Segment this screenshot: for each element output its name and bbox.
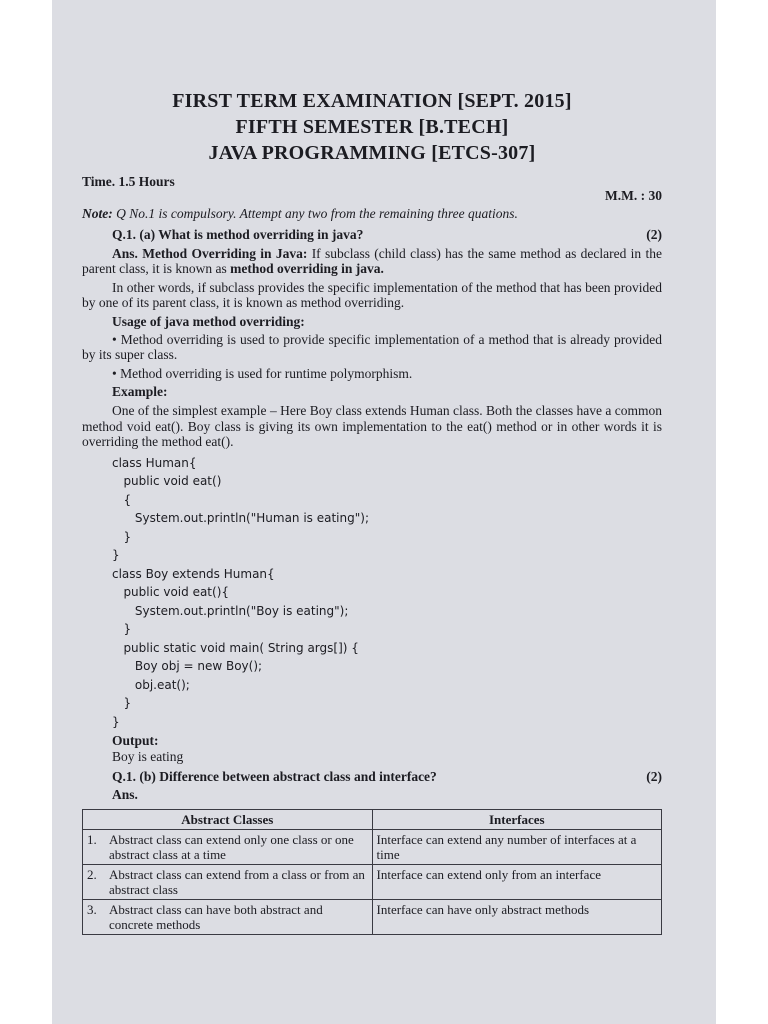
output-heading: Output: (112, 733, 159, 748)
bullet-1-text: Method overriding is used to provide specific implementation of a method that is already provided by its super class. (82, 331, 662, 362)
example-text: One of the simplest example – Here Boy class extends Human class. Both the classes have a common method void eat(). Boy class is giving its own implementation to the eat() method or in other words it is overriding the method eat(). (82, 403, 662, 449)
answer-bold: method overriding in java. (230, 261, 384, 276)
table-cell: Interface can have only abstract methods (372, 900, 662, 935)
answer-label: Ans. Method Overriding in Java: (112, 245, 308, 261)
table-row (83, 865, 662, 900)
bullet-1: • Method overriding is used to provide specific implementation of a method that is already provided by its super class. (82, 331, 662, 362)
answer-text: If subclass (child class) has the same method as declared in the parent class, it is known as (82, 245, 662, 276)
usage-heading: Usage of java method overriding: (112, 313, 305, 329)
document-page (52, 0, 716, 1024)
answer-1a (82, 246, 662, 277)
code-block: class Human{ public void eat() { System.out.println("Human is eating"); } } class Boy extends Human{ public void eat(){ System.out.println("Boy is eating"); } public static void main( String args[]) { Boy obj = new Boy(); obj.eat(); } } (112, 455, 369, 729)
table-cell (83, 830, 373, 865)
note-label: Note: (82, 206, 113, 221)
table-row (83, 900, 662, 935)
semester-title: FIFTH SEMESTER [B.TECH] (235, 116, 509, 138)
table-cell (83, 865, 373, 900)
paragraph-2: In other words, if subclass provides the specific implementation of the method that has been provided by one of its parent class, it is known as method overriding. (82, 279, 662, 310)
row-number: 3. (87, 902, 97, 917)
table-cell: Interface can extend any number of interfaces at a time (372, 830, 662, 865)
question-1b-label: Q.1. (b) Difference between abstract class and interface? (112, 769, 437, 784)
output-text: Boy is eating (112, 749, 184, 764)
subject-title: JAVA PROGRAMMING [ETCS-307] (208, 142, 536, 164)
answer-2-label: Ans. (112, 787, 138, 802)
question-1a-label: Q.1. (a) What is method overriding in java? (112, 226, 364, 242)
max-marks: M.M. : 30 (605, 188, 662, 203)
cell-text: Abstract class can extend from a class or from an abstract class (109, 867, 365, 897)
question-1a-marks: (2) (646, 226, 662, 242)
comparison-table (82, 809, 662, 935)
question-1b-marks: (2) (646, 769, 662, 784)
bullet-2-text: Method overriding is used for runtime polymorphism. (120, 365, 413, 381)
cell-text: Abstract class can have both abstract and concrete methods (109, 902, 323, 932)
note (82, 206, 662, 222)
table-row (83, 830, 662, 865)
table-header-interfaces: Interfaces (372, 810, 662, 830)
note-text: Q No.1 is compulsory. Attempt any two from the remaining three quations. (116, 206, 518, 221)
example-heading: Example: (112, 384, 168, 399)
page-content (82, 88, 662, 935)
row-number: 2. (87, 867, 97, 882)
question-1a (82, 227, 662, 243)
time-label: Time. 1.5 Hours (82, 174, 175, 189)
table-cell (83, 900, 373, 935)
cell-text: Abstract class can extend only one class or one abstract class at a time (109, 832, 354, 862)
question-1b (82, 769, 662, 785)
table-cell: Interface can extend only from an interface (372, 865, 662, 900)
table-header-row (83, 810, 662, 830)
row-number: 1. (87, 832, 97, 847)
bullet-2: • Method overriding is used for runtime polymorphism. (112, 365, 413, 381)
exam-title: FIRST TERM EXAMINATION [SEPT. 2015] (172, 90, 572, 112)
table-header-abstract: Abstract Classes (83, 810, 373, 830)
